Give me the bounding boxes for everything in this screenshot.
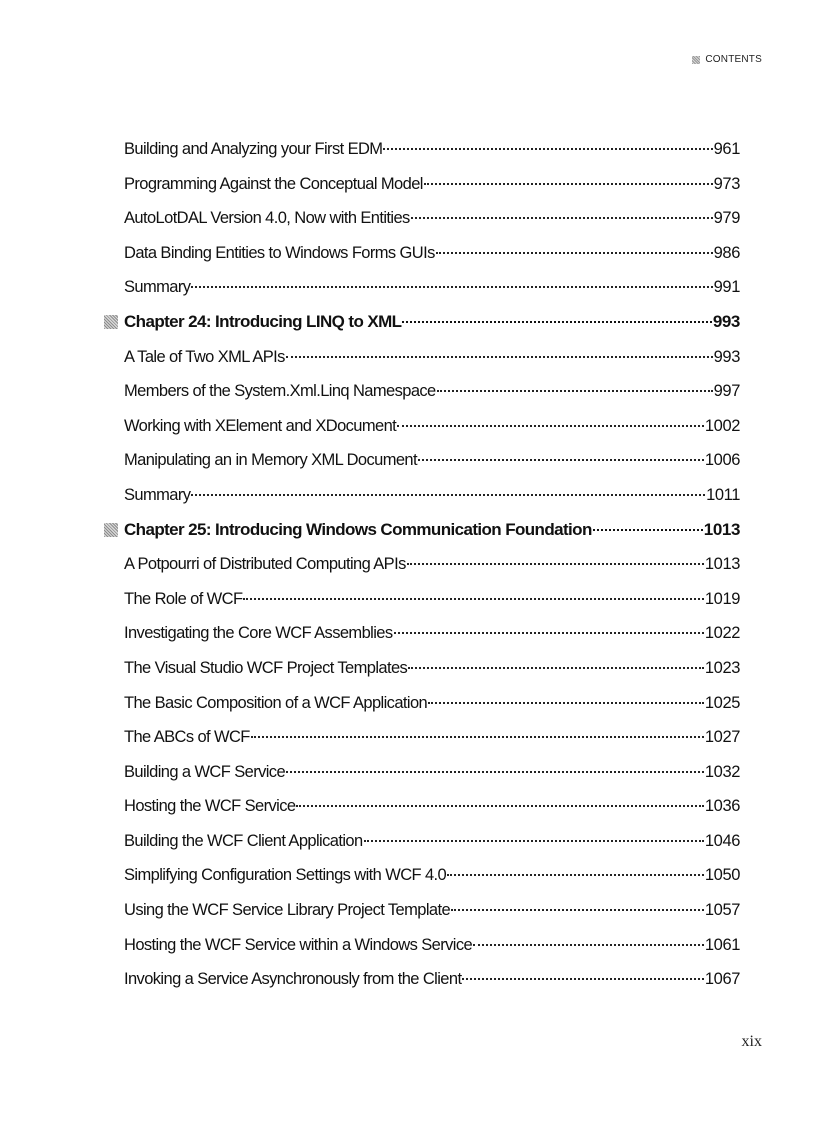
dot-leader [191,270,712,289]
dot-leader [394,616,704,635]
toc-entry[interactable] [124,928,740,963]
toc-entry-page: 1067 [704,970,740,989]
toc-entry-title: Members of the System.Xml.Linq Namespace [124,382,436,401]
toc-entry-title: Simplifying Configuration Settings with WCF 4.0 [124,866,447,885]
toc-entry[interactable] [124,547,740,582]
toc-entry[interactable] [124,374,740,409]
toc-entry-title: Data Binding Entities to Windows Forms GUIs [124,243,435,262]
toc-entry[interactable] [124,340,740,375]
toc-entry-page: 1057 [704,901,740,920]
dot-leader [296,789,703,808]
toc-entry-title: Summary [124,278,191,297]
toc-entry-title: A Tale of Two XML APIs [124,347,285,366]
toc-entry[interactable] [124,478,740,513]
toc-entry-page: 993 [712,311,740,331]
toc-entry[interactable] [124,858,740,893]
toc-entry-page: 1023 [704,658,740,677]
toc-entry[interactable] [124,686,740,721]
toc-entry-title: AutoLotDAL Version 4.0, Now with Entities [124,209,410,228]
toc-entry[interactable] [124,582,740,617]
toc-entry-page: 1019 [704,589,740,608]
toc-entry-page: 961 [713,140,740,158]
toc-entry-title: Building and Analyzing your First EDM [124,140,383,158]
toc-entry[interactable] [124,270,740,305]
toc-chapter-entry[interactable] [124,513,740,548]
toc-entry-title: Chapter 24: Introducing LINQ to XML [124,311,402,331]
dot-leader [451,893,704,912]
toc-entry-page: 1013 [703,519,740,539]
table-of-contents [124,132,740,997]
dot-leader [191,477,705,496]
toc-entry[interactable] [124,755,740,790]
toc-entry[interactable] [124,962,740,997]
toc-entry[interactable] [124,824,740,859]
toc-entry[interactable] [124,443,740,478]
toc-entry[interactable] [124,616,740,651]
running-head-text: CONTENTS [705,54,762,65]
toc-entry-title: Working with XElement and XDocument [124,416,397,435]
dot-leader [418,443,704,462]
toc-entry-page: 1032 [704,762,740,781]
toc-entry[interactable] [124,167,740,202]
toc-entry-title: Chapter 25: Introducing Windows Communication Foundation [124,519,592,539]
toc-entry-page: 1006 [704,451,740,470]
toc-entry-title: Building a WCF Service [124,762,286,781]
toc-entry[interactable] [124,236,740,271]
dot-leader [593,512,703,531]
toc-entry-page: 1013 [704,555,740,574]
toc-entry-title: The Visual Studio WCF Project Templates [124,658,408,677]
toc-entry-page: 1011 [706,485,740,504]
dot-leader [447,858,704,877]
running-header [692,54,762,65]
toc-entry-title: Programming Against the Conceptual Model [124,174,423,193]
dot-leader [428,685,704,704]
dot-leader [424,166,713,185]
toc-entry[interactable] [124,789,740,824]
dot-leader [462,962,703,981]
toc-entry-page: 991 [713,278,740,297]
toc-entry-page: 1050 [704,866,740,885]
toc-entry-page: 1061 [704,935,740,954]
dot-leader [286,754,704,773]
dot-leader [473,927,704,946]
toc-entry[interactable] [124,409,740,444]
toc-entry-page: 997 [713,382,740,401]
toc-entry[interactable] [124,720,740,755]
toc-entry-page: 986 [713,243,740,262]
toc-entry-title: The Basic Composition of a WCF Application [124,693,428,712]
toc-entry-title: Hosting the WCF Service [124,797,296,816]
toc-entry[interactable] [124,132,740,167]
dot-leader [397,408,704,427]
toc-entry[interactable] [124,201,740,236]
dot-leader [436,235,713,254]
toc-entry-title: Building the WCF Client Application [124,831,363,850]
toc-entry-title: Hosting the WCF Service within a Windows Service [124,935,473,954]
toc-entry-title: The Role of WCF [124,589,243,608]
toc-entry-title: Summary [124,485,191,504]
toc-entry-title: Manipulating an in Memory XML Document [124,451,417,470]
dot-leader [407,547,704,566]
page-number: xix [741,1033,762,1050]
toc-entry-page: 993 [713,347,740,366]
dot-leader [383,132,712,151]
toc-entry-page: 1022 [704,624,740,643]
toc-entry-page: 979 [713,209,740,228]
dot-leader [402,304,711,323]
dot-leader [286,339,713,358]
dot-leader [408,650,704,669]
dot-leader [251,720,704,739]
dot-leader [411,201,713,220]
toc-entry[interactable] [124,893,740,928]
toc-chapter-entry[interactable] [124,305,740,340]
header-marker-icon [692,56,700,64]
chapter-marker-icon [104,523,118,537]
toc-entry-title: Using the WCF Service Library Project Template [124,901,451,920]
toc-entry-title: A Potpourri of Distributed Computing APIs [124,555,406,574]
toc-entry-page: 973 [713,174,740,193]
toc-entry-title: The ABCs of WCF [124,728,250,747]
chapter-marker-icon [104,315,118,329]
toc-entry-page: 1036 [704,797,740,816]
toc-entry[interactable] [124,651,740,686]
dot-leader [243,581,703,600]
toc-entry-page: 1027 [704,728,740,747]
toc-entry-title: Invoking a Service Asynchronously from the Client [124,970,462,989]
dot-leader [364,823,704,842]
toc-entry-page: 1025 [704,693,740,712]
toc-entry-page: 1046 [704,831,740,850]
toc-entry-page: 1002 [704,416,740,435]
toc-entry-title: Investigating the Core WCF Assemblies [124,624,393,643]
dot-leader [437,374,713,393]
